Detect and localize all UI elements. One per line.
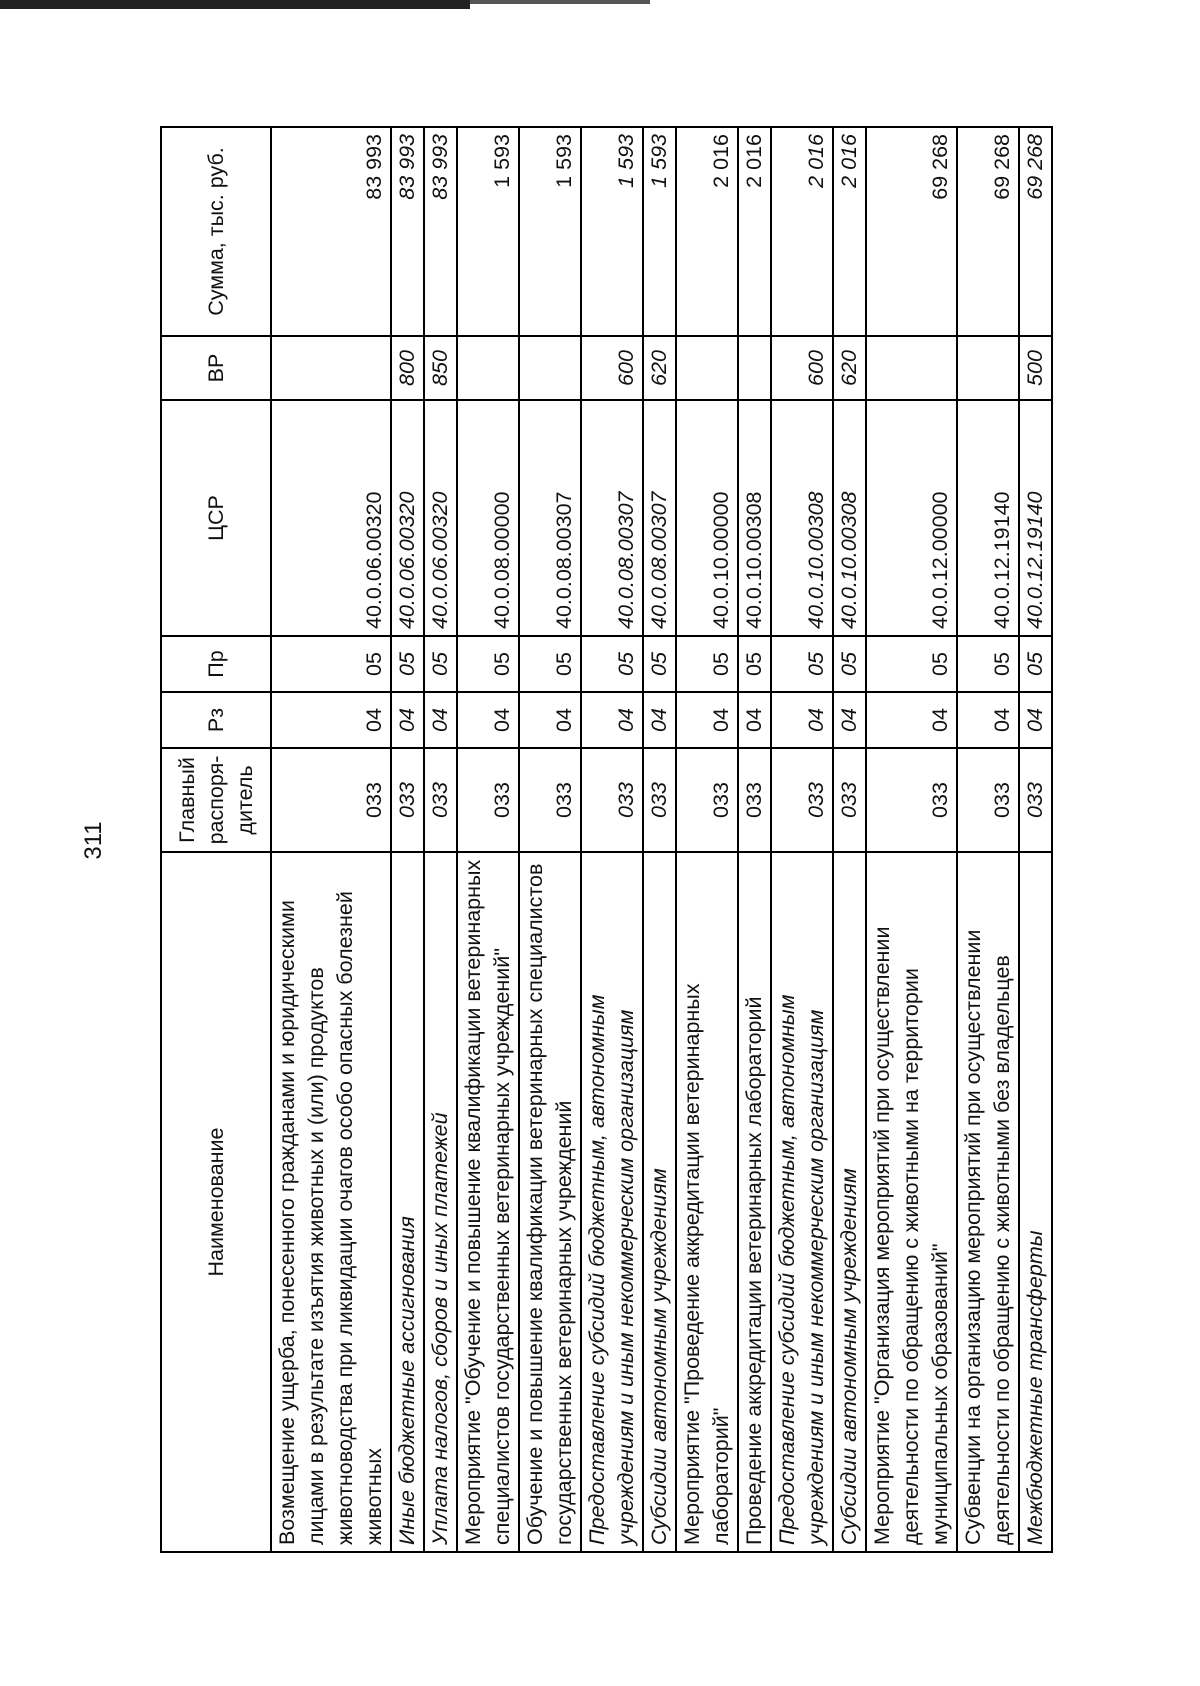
cell-pr: 05 bbox=[833, 636, 866, 692]
cell-sum: 69 268 bbox=[957, 127, 1019, 336]
cell-pr: 05 bbox=[424, 636, 457, 692]
cell-csr: 40.0.06.00320 bbox=[424, 400, 457, 636]
cell-sum: 69 268 bbox=[1019, 127, 1052, 336]
budget-table bbox=[160, 126, 1053, 1553]
cell-name: Предоставление субсидий бюджетным, автономным учреждениям и иным некоммерческим организациям bbox=[581, 852, 643, 1552]
cell-name: Субвенции на организацию мероприятий при осуществлении деятельности по обращению с животными без владельцев bbox=[957, 852, 1019, 1552]
cell-csr: 40.0.06.00320 bbox=[391, 400, 424, 636]
cell-gl: 033 bbox=[391, 748, 424, 852]
cell-vr bbox=[271, 336, 391, 400]
cell-sum: 83 993 bbox=[424, 127, 457, 336]
cell-rz: 04 bbox=[457, 692, 519, 748]
table-row bbox=[643, 127, 676, 1552]
cell-vr bbox=[738, 336, 771, 400]
table-row bbox=[771, 127, 833, 1552]
cell-sum: 1 593 bbox=[519, 127, 581, 336]
table-row bbox=[833, 127, 866, 1552]
rotated-page bbox=[80, 128, 1080, 1553]
cell-gl: 033 bbox=[738, 748, 771, 852]
scan-edge-artifact bbox=[470, 0, 650, 4]
table-row bbox=[424, 127, 457, 1552]
cell-sum: 2 016 bbox=[676, 127, 738, 336]
cell-name: Уплата налогов, сборов и иных платежей bbox=[424, 852, 457, 1552]
cell-pr: 05 bbox=[1019, 636, 1052, 692]
cell-rz: 04 bbox=[519, 692, 581, 748]
cell-pr: 05 bbox=[643, 636, 676, 692]
cell-pr: 05 bbox=[676, 636, 738, 692]
cell-vr bbox=[519, 336, 581, 400]
cell-name: Мероприятие "Организация мероприятий при осуществлении деятельности по обращению с животными на территории муниципальных образований" bbox=[866, 852, 957, 1552]
cell-gl: 033 bbox=[457, 748, 519, 852]
cell-sum: 1 593 bbox=[643, 127, 676, 336]
cell-csr: 40.0.10.00000 bbox=[676, 400, 738, 636]
cell-pr: 05 bbox=[771, 636, 833, 692]
cell-name: Мероприятие "Обучение и повышение квалификации ветеринарных специалистов государственных ветеринарных учреждений" bbox=[457, 852, 519, 1552]
cell-csr: 40.0.10.00308 bbox=[771, 400, 833, 636]
table-row bbox=[1019, 127, 1052, 1552]
cell-vr: 850 bbox=[424, 336, 457, 400]
cell-gl: 033 bbox=[581, 748, 643, 852]
cell-csr: 40.0.06.00320 bbox=[271, 400, 391, 636]
cell-vr bbox=[676, 336, 738, 400]
page-number: 311 bbox=[80, 821, 107, 860]
table-row bbox=[676, 127, 738, 1552]
cell-rz: 04 bbox=[581, 692, 643, 748]
cell-csr: 40.0.08.00307 bbox=[519, 400, 581, 636]
cell-pr: 05 bbox=[271, 636, 391, 692]
table-row bbox=[271, 127, 391, 1552]
cell-rz: 04 bbox=[676, 692, 738, 748]
cell-name: Межбюджетные трансферты bbox=[1019, 852, 1052, 1552]
table-row bbox=[519, 127, 581, 1552]
cell-vr bbox=[866, 336, 957, 400]
cell-sum: 1 593 bbox=[457, 127, 519, 336]
cell-rz: 04 bbox=[738, 692, 771, 748]
cell-gl: 033 bbox=[643, 748, 676, 852]
cell-csr: 40.0.08.00000 bbox=[457, 400, 519, 636]
cell-sum: 1 593 bbox=[581, 127, 643, 336]
cell-gl: 033 bbox=[519, 748, 581, 852]
cell-rz: 04 bbox=[771, 692, 833, 748]
header-vr: ВР bbox=[161, 336, 271, 400]
cell-gl: 033 bbox=[957, 748, 1019, 852]
cell-csr: 40.0.08.00307 bbox=[643, 400, 676, 636]
cell-vr: 600 bbox=[771, 336, 833, 400]
cell-rz: 04 bbox=[833, 692, 866, 748]
cell-csr: 40.0.10.00308 bbox=[738, 400, 771, 636]
cell-pr: 05 bbox=[391, 636, 424, 692]
table-header-row bbox=[161, 127, 271, 1552]
cell-csr: 40.0.12.00000 bbox=[866, 400, 957, 636]
cell-name: Иные бюджетные ассигнования bbox=[391, 852, 424, 1552]
cell-gl: 033 bbox=[271, 748, 391, 852]
cell-pr: 05 bbox=[457, 636, 519, 692]
table-body bbox=[271, 127, 1052, 1552]
cell-vr: 620 bbox=[643, 336, 676, 400]
header-csr: ЦСР bbox=[161, 400, 271, 636]
header-glavny: Главный распоря-дитель bbox=[161, 748, 271, 852]
cell-sum: 2 016 bbox=[771, 127, 833, 336]
cell-pr: 05 bbox=[957, 636, 1019, 692]
table-row bbox=[457, 127, 519, 1552]
cell-pr: 05 bbox=[866, 636, 957, 692]
cell-name: Проведение аккредитации ветеринарных лабораторий bbox=[738, 852, 771, 1552]
cell-sum: 2 016 bbox=[833, 127, 866, 336]
cell-gl: 033 bbox=[833, 748, 866, 852]
cell-pr: 05 bbox=[738, 636, 771, 692]
cell-rz: 04 bbox=[957, 692, 1019, 748]
cell-vr: 800 bbox=[391, 336, 424, 400]
cell-gl: 033 bbox=[771, 748, 833, 852]
cell-name: Субсидии автономным учреждениям bbox=[643, 852, 676, 1552]
cell-vr bbox=[457, 336, 519, 400]
cell-name: Предоставление субсидий бюджетным, автономным учреждениям и иным некоммерческим организациям bbox=[771, 852, 833, 1552]
header-pr: Пр bbox=[161, 636, 271, 692]
table-row bbox=[866, 127, 957, 1552]
cell-rz: 04 bbox=[643, 692, 676, 748]
cell-name: Субсидии автономным учреждениям bbox=[833, 852, 866, 1552]
cell-sum: 2 016 bbox=[738, 127, 771, 336]
table-row bbox=[391, 127, 424, 1552]
header-summa: Сумма, тыс. руб. bbox=[161, 127, 271, 336]
table-row bbox=[738, 127, 771, 1552]
cell-gl: 033 bbox=[1019, 748, 1052, 852]
cell-sum: 69 268 bbox=[866, 127, 957, 336]
cell-rz: 04 bbox=[424, 692, 457, 748]
header-rz: Рз bbox=[161, 692, 271, 748]
cell-rz: 04 bbox=[391, 692, 424, 748]
cell-rz: 04 bbox=[271, 692, 391, 748]
table-row bbox=[957, 127, 1019, 1552]
cell-name: Обучение и повышение квалификации ветеринарных специалистов государственных ветеринарных учреждений bbox=[519, 852, 581, 1552]
cell-gl: 033 bbox=[866, 748, 957, 852]
cell-vr: 500 bbox=[1019, 336, 1052, 400]
cell-vr bbox=[957, 336, 1019, 400]
cell-csr: 40.0.12.19140 bbox=[1019, 400, 1052, 636]
cell-rz: 04 bbox=[866, 692, 957, 748]
cell-gl: 033 bbox=[676, 748, 738, 852]
scan-edge-artifact bbox=[0, 0, 470, 9]
cell-pr: 05 bbox=[519, 636, 581, 692]
cell-vr: 600 bbox=[581, 336, 643, 400]
cell-vr: 620 bbox=[833, 336, 866, 400]
cell-sum: 83 993 bbox=[391, 127, 424, 336]
cell-csr: 40.0.10.00308 bbox=[833, 400, 866, 636]
cell-gl: 033 bbox=[424, 748, 457, 852]
header-name: Наименование bbox=[161, 852, 271, 1552]
cell-name: Мероприятие "Проведение аккредитации ветеринарных лабораторий" bbox=[676, 852, 738, 1552]
table-row bbox=[581, 127, 643, 1552]
cell-pr: 05 bbox=[581, 636, 643, 692]
cell-name: Возмещение ущерба, понесенного гражданами и юридическими лицами в результате изъятия животных и (или) продуктов животноводства при ликвидации очагов особо опасных болезней животных bbox=[271, 852, 391, 1552]
cell-rz: 04 bbox=[1019, 692, 1052, 748]
cell-csr: 40.0.08.00307 bbox=[581, 400, 643, 636]
cell-sum: 83 993 bbox=[271, 127, 391, 336]
cell-csr: 40.0.12.19140 bbox=[957, 400, 1019, 636]
